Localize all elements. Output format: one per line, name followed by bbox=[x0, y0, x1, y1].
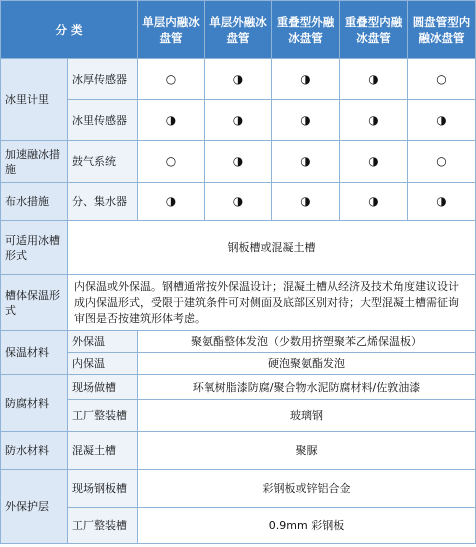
row-text: 钢板槽或混凝土槽 bbox=[68, 221, 476, 275]
header-row bbox=[1, 1, 476, 59]
row-text: 0.9mm 彩钢板 bbox=[138, 508, 476, 544]
value-cell: ◑ bbox=[138, 100, 205, 141]
value-cell: ○ bbox=[138, 141, 205, 183]
value-cell: ◑ bbox=[205, 59, 272, 100]
value-cell: ○ bbox=[408, 141, 476, 183]
row-category: 可适用冰槽形式 bbox=[1, 221, 68, 275]
value-cell: ◑ bbox=[340, 59, 408, 100]
table-row bbox=[1, 275, 476, 331]
table-row bbox=[1, 183, 476, 221]
table-row bbox=[1, 375, 476, 400]
row-subcategory: 鼓气系统 bbox=[68, 141, 138, 183]
value-cell: ○ bbox=[408, 59, 476, 100]
row-subcategory: 冰厚传感器 bbox=[68, 59, 138, 100]
value-cell: ◑ bbox=[205, 100, 272, 141]
row-category: 加速融冰措施 bbox=[1, 141, 68, 183]
row-text: 聚氨酯整体发泡（少数用挤塑聚苯乙烯保温板） bbox=[138, 331, 476, 353]
row-subcategory: 外保温 bbox=[68, 331, 138, 353]
table-row bbox=[1, 353, 476, 375]
value-cell: ◑ bbox=[272, 100, 340, 141]
table-row bbox=[1, 100, 476, 141]
table-row bbox=[1, 400, 476, 432]
value-cell: ◑ bbox=[340, 141, 408, 183]
row-text: 内保温或外保温。钢槽通常按外保温设计；混凝土槽从经济及技术角度建议设计成内保温形式，受限于建筑条件可对侧面及底部区别对待；大型混凝土槽需征询审图是否按建筑形体考虑。 bbox=[68, 275, 476, 331]
table-row bbox=[1, 141, 476, 183]
value-cell: ◑ bbox=[408, 183, 476, 221]
header-col-1: 单层内融冰盘管 bbox=[138, 1, 205, 59]
row-category: 槽体保温形式 bbox=[1, 275, 68, 331]
value-cell: ○ bbox=[138, 59, 205, 100]
value-cell: ◑ bbox=[340, 183, 408, 221]
row-subcategory: 工厂整装槽 bbox=[68, 400, 138, 432]
table-row bbox=[1, 508, 476, 544]
row-subcategory: 工厂整装槽 bbox=[68, 508, 138, 544]
value-cell: ◑ bbox=[408, 100, 476, 141]
header-col-3: 重叠型外融冰盘管 bbox=[272, 1, 340, 59]
row-category: 防腐材料 bbox=[1, 375, 68, 432]
row-subcategory: 现场做槽 bbox=[68, 375, 138, 400]
row-subcategory: 现场钢板槽 bbox=[68, 470, 138, 508]
row-subcategory: 内保温 bbox=[68, 353, 138, 375]
row-text: 玻璃钢 bbox=[138, 400, 476, 432]
value-cell: ◑ bbox=[138, 183, 205, 221]
value-cell: ◑ bbox=[340, 100, 408, 141]
row-text: 聚脲 bbox=[138, 432, 476, 470]
table-row bbox=[1, 432, 476, 470]
header-col-4: 重叠型内融冰盘管 bbox=[340, 1, 408, 59]
header-category: 分 类 bbox=[1, 1, 138, 59]
row-subcategory: 混凝土槽 bbox=[68, 432, 138, 470]
row-subcategory: 冰里传感器 bbox=[68, 100, 138, 141]
value-cell: ◑ bbox=[272, 59, 340, 100]
row-text: 环氧树脂漆防腐/聚合物水泥防腐材料/佐敦油漆 bbox=[138, 375, 476, 400]
value-cell: ◑ bbox=[272, 183, 340, 221]
row-category: 保温材料 bbox=[1, 331, 68, 375]
row-text: 彩钢板或锌铝合金 bbox=[138, 470, 476, 508]
value-cell: ◑ bbox=[205, 183, 272, 221]
row-text: 硬泡聚氨酯发泡 bbox=[138, 353, 476, 375]
row-category: 冰里计里 bbox=[1, 59, 68, 141]
value-cell: ◑ bbox=[205, 141, 272, 183]
row-category: 布水措施 bbox=[1, 183, 68, 221]
table-row bbox=[1, 470, 476, 508]
header-col-2: 单层外融冰盘管 bbox=[205, 1, 272, 59]
header-col-5: 圆盘管型内融冰盘管 bbox=[408, 1, 476, 59]
row-category: 外保护层 bbox=[1, 470, 68, 544]
row-subcategory: 分、集水器 bbox=[68, 183, 138, 221]
value-cell: ◑ bbox=[272, 141, 340, 183]
table-row bbox=[1, 331, 476, 353]
table-row bbox=[1, 59, 476, 100]
table-row bbox=[1, 221, 476, 275]
row-category: 防水材料 bbox=[1, 432, 68, 470]
